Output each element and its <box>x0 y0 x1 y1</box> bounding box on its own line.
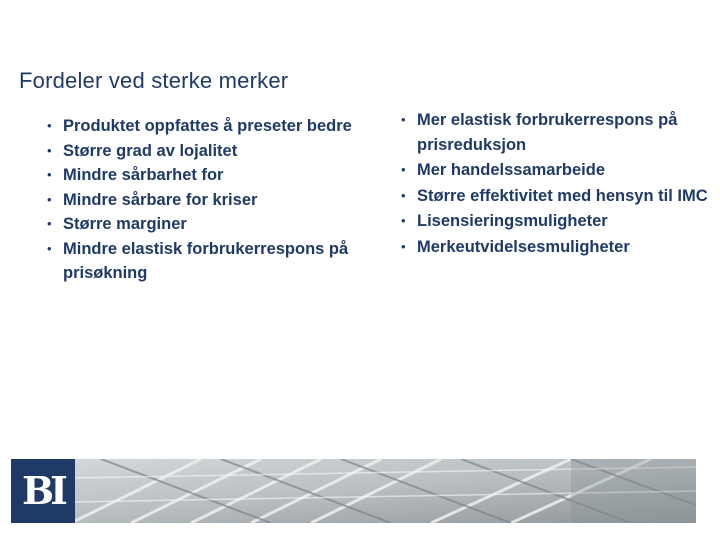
list-item <box>399 235 711 260</box>
bullet-text: Større marginer <box>63 215 187 233</box>
bullet-text: Større effektivitet med hensyn til IMC <box>417 186 708 205</box>
bullet-text: Mindre sårbarhet for <box>63 166 224 184</box>
bullet-icon: • <box>401 112 406 127</box>
bullet-text: Mindre elastisk forbrukerrespons på prisøkning <box>63 239 349 282</box>
list-item <box>45 114 385 139</box>
bullet-icon: • <box>47 118 52 133</box>
list-item <box>399 108 711 157</box>
bullet-icon: • <box>401 187 406 203</box>
architecture-photo <box>11 459 696 523</box>
bullet-icon: • <box>47 240 52 256</box>
bullet-text: Større grad av lojalitet <box>63 141 238 160</box>
list-item <box>45 188 385 213</box>
slide-title: Fordeler ved sterke merker <box>19 68 289 93</box>
bullet-text: Mer elastisk forbrukerrespons på prisreduksjon <box>417 111 678 154</box>
list-item <box>399 184 711 209</box>
left-bullet-list <box>45 114 385 286</box>
bullet-text: Merkeutvidelsesmuligheter <box>417 237 630 256</box>
right-bullet-list <box>399 108 711 260</box>
bullet-icon: • <box>47 191 52 207</box>
bi-logo <box>11 459 75 523</box>
bullet-icon: • <box>47 142 52 158</box>
list-item <box>45 237 385 286</box>
list-item <box>45 212 385 237</box>
list-item <box>45 163 385 188</box>
bullet-text: Produktet oppfattes å preseter bedre <box>63 117 352 135</box>
bullet-icon: • <box>401 162 406 177</box>
footer-banner-image <box>11 459 696 523</box>
bullet-icon: • <box>47 167 52 182</box>
bullet-text: Mindre sårbare for kriser <box>63 190 258 209</box>
bullet-icon: • <box>47 216 52 231</box>
list-item <box>399 158 711 183</box>
bullet-text: Mer handelssamarbeide <box>417 161 605 179</box>
bullet-icon: • <box>401 213 406 228</box>
bi-logo-text: BI <box>22 468 64 513</box>
list-item <box>45 139 385 164</box>
bullet-text: Lisensieringsmuligheter <box>417 212 608 230</box>
bullet-icon: • <box>401 238 406 254</box>
list-item <box>399 209 711 234</box>
